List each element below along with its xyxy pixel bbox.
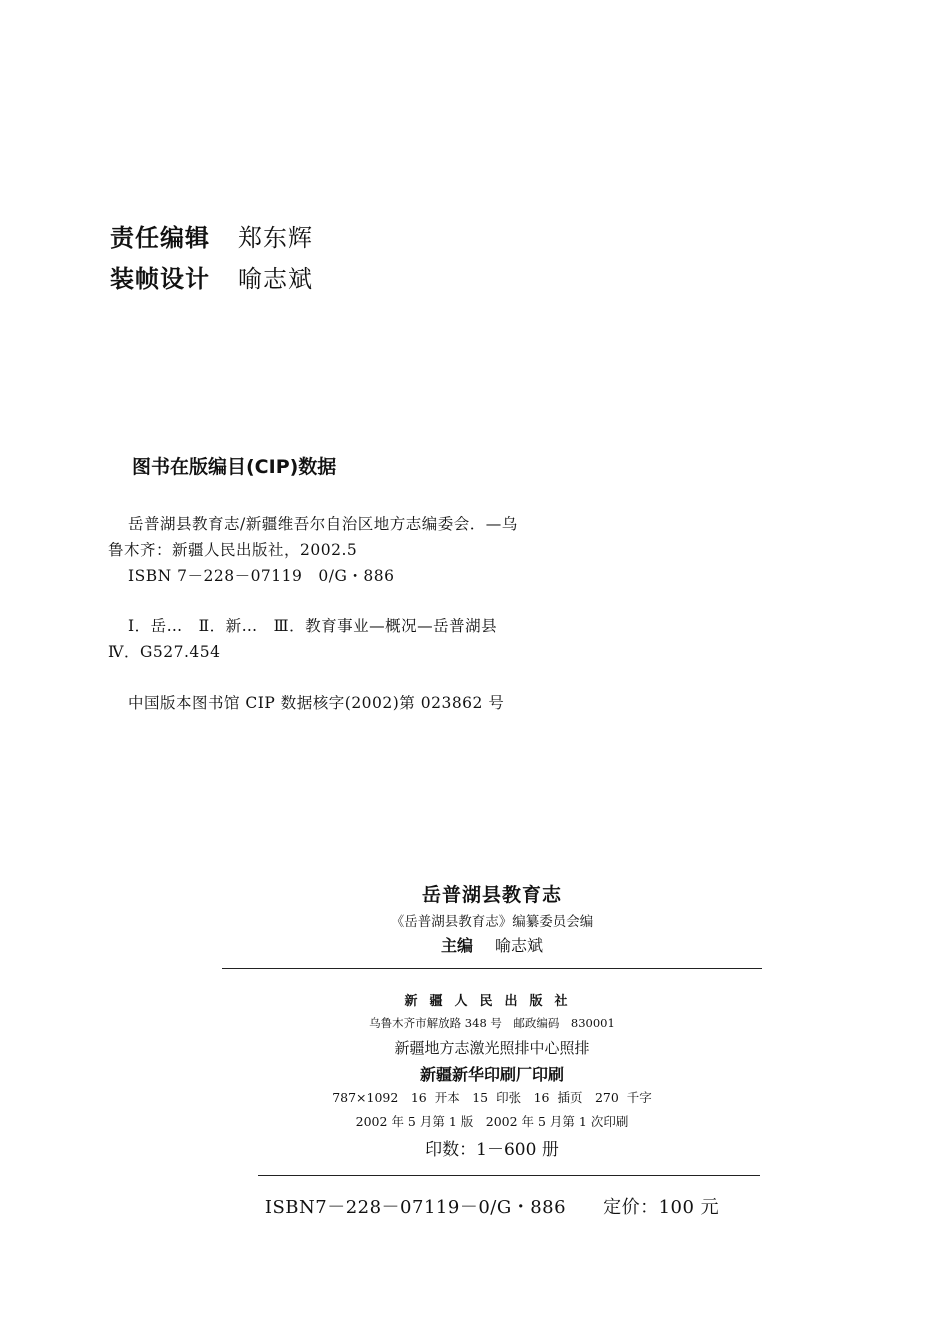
compiler: 《岳普湖县教育志》编纂委员会编 <box>390 914 594 930</box>
design-label: 装帧设计 <box>110 265 210 293</box>
cip-line-3: ISBN 7－228－07119 0/G・886 <box>128 567 395 585</box>
book-specs: 787×1092 16 开本 15 印张 16 插页 270 千字 <box>332 1090 652 1105</box>
book-title: 岳普湖县教育志 <box>421 884 562 906</box>
design-name: 喻志斌 <box>238 265 313 293</box>
isbn-price: ISBN7－228－07119－0/G・886 定价：100 元 <box>264 1197 720 1218</box>
chief-editor-name: 喻志斌 <box>495 936 544 955</box>
cip-line-5: Ⅳ．G527.454 <box>108 643 221 661</box>
cip-line-2: 鲁木齐：新疆人民出版社，2002.5 <box>108 541 358 559</box>
printer: 新疆新华印刷厂印刷 <box>419 1065 564 1084</box>
edition-info: 2002 年 5 月第 1 版 2002 年 5 月第 1 次印刷 <box>355 1114 629 1129</box>
publisher: 新疆人民出版社 <box>404 994 580 1009</box>
publisher-address: 乌鲁木齐市解放路 348 号 邮政编码 830001 <box>369 1016 615 1030</box>
chief-editor-label: 主编 <box>440 936 473 955</box>
cip-title: 图书在版编目(CIP)数据 <box>132 456 337 478</box>
cip-line-6: 中国版本图书馆 CIP 数据核字(2002)第 023862 号 <box>128 694 505 712</box>
print-run: 印数：1－600 册 <box>425 1140 559 1160</box>
divider-bottom <box>258 1175 760 1176</box>
cip-line-1: 岳普湖县教育志/新疆维吾尔自治区地方志编委会．—乌 <box>128 515 518 533</box>
chief-editor <box>17 933 950 956</box>
editor-label: 责任编辑 <box>110 224 210 252</box>
credit-editor <box>110 218 313 253</box>
cip-line-4: Ⅰ．岳… Ⅱ．新… Ⅲ．教育事业—概况—岳普湖县 <box>128 617 498 635</box>
divider-top <box>222 968 762 969</box>
credit-design <box>110 259 313 294</box>
typesetter: 新疆地方志激光照排中心照排 <box>394 1039 590 1057</box>
editor-name: 郑东辉 <box>238 224 313 252</box>
